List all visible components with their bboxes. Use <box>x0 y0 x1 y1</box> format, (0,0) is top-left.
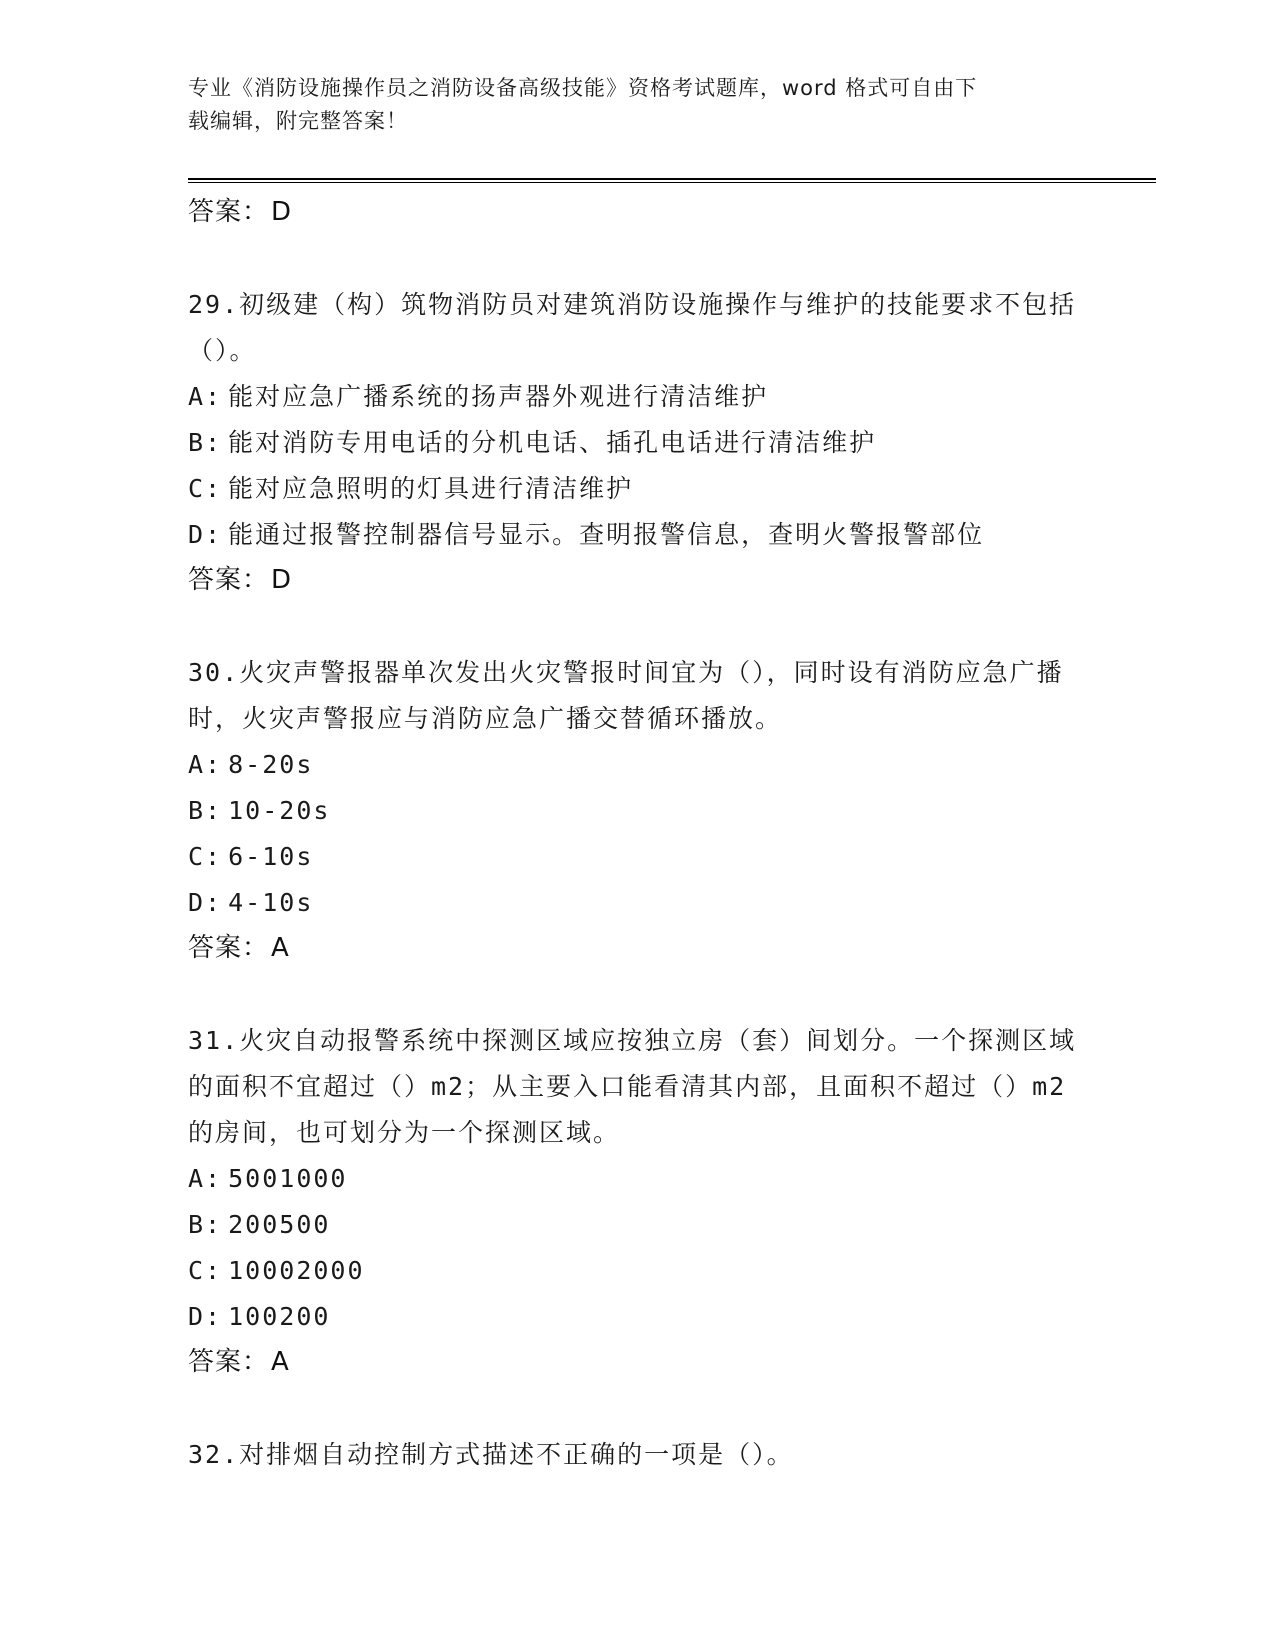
question-stem: 32.对排烟自动控制方式描述不正确的一项是（）。 <box>188 1440 794 1469</box>
answer-value: D <box>271 197 293 227</box>
answer-label: 答案： <box>188 933 270 963</box>
option-text: 8-20s <box>228 750 314 779</box>
option-b <box>188 420 1088 466</box>
option-b <box>188 1202 1088 1248</box>
question-stem: 30.火灾声警报器单次发出火灾警报时间宜为（），同时设有消防应急广播时，火灾声警报应与消防应急广播交替循环播放。 <box>188 658 1064 733</box>
answer-line <box>188 1340 1088 1384</box>
option-letter: A: <box>188 750 223 779</box>
answer-value: A <box>271 1347 290 1377</box>
option-letter: B: <box>188 796 223 825</box>
option-text: 200500 <box>228 1210 331 1239</box>
option-text: 能对应急照明的灯具进行清洁维护 <box>228 474 634 503</box>
question-stem: 29.初级建（构）筑物消防员对建筑消防设施操作与维护的技能要求不包括（）。 <box>188 290 1077 365</box>
option-d <box>188 512 1088 558</box>
option-letter: B: <box>188 428 223 457</box>
option-letter: C: <box>188 474 223 503</box>
answer-label: 答案： <box>188 197 270 227</box>
option-c <box>188 1248 1088 1294</box>
option-a <box>188 374 1088 420</box>
option-letter: A: <box>188 382 223 411</box>
option-text: 10002000 <box>228 1256 365 1285</box>
option-a <box>188 1156 1088 1202</box>
answer-value: D <box>271 565 293 595</box>
option-a <box>188 742 1088 788</box>
option-c <box>188 834 1088 880</box>
answer-label: 答案： <box>188 1347 270 1377</box>
option-text: 能对应急广播系统的扬声器外观进行清洁维护 <box>228 382 769 411</box>
option-text: 10-20s <box>228 796 331 825</box>
option-text: 能通过报警控制器信号显示。查明报警信息，查明火警报警部位 <box>228 520 985 549</box>
option-letter: D: <box>188 1302 223 1331</box>
page-header: 专业《消防设施操作员之消防设备高级技能》资格考试题库，word 格式可自由下 载编辑，附完整答案！ <box>188 76 978 133</box>
option-letter: B: <box>188 1210 223 1239</box>
option-letter: C: <box>188 1256 223 1285</box>
option-c <box>188 466 1088 512</box>
option-letter: D: <box>188 888 223 917</box>
option-text: 6-10s <box>228 842 314 871</box>
answer-value: A <box>271 933 290 963</box>
question-32 <box>188 1432 1088 1478</box>
option-text: 能对消防专用电话的分机电话、插孔电话进行清洁维护 <box>228 428 877 457</box>
document-body <box>188 190 1088 1478</box>
answer-line <box>188 926 1088 970</box>
answer-line <box>188 190 1088 234</box>
answer-label: 答案： <box>188 565 270 595</box>
question-29 <box>188 282 1088 602</box>
question-31 <box>188 1018 1088 1384</box>
option-letter: D: <box>188 520 223 549</box>
option-text: 5001000 <box>228 1164 348 1193</box>
option-d <box>188 1294 1088 1340</box>
option-letter: C: <box>188 842 223 871</box>
option-text: 100200 <box>228 1302 331 1331</box>
question-stem: 31.火灾自动报警系统中探测区域应按独立房（套）间划分。一个探测区域的面积不宜超过（）m2；从主要入口能看清其内部，且面积不超过（）m2 的房间，也可划分为一个探测区域。 <box>188 1026 1077 1147</box>
header-divider <box>188 178 1156 183</box>
option-d <box>188 880 1088 926</box>
option-letter: A: <box>188 1164 223 1193</box>
question-30 <box>188 650 1088 970</box>
option-text: 4-10s <box>228 888 314 917</box>
option-b <box>188 788 1088 834</box>
answer-line <box>188 558 1088 602</box>
